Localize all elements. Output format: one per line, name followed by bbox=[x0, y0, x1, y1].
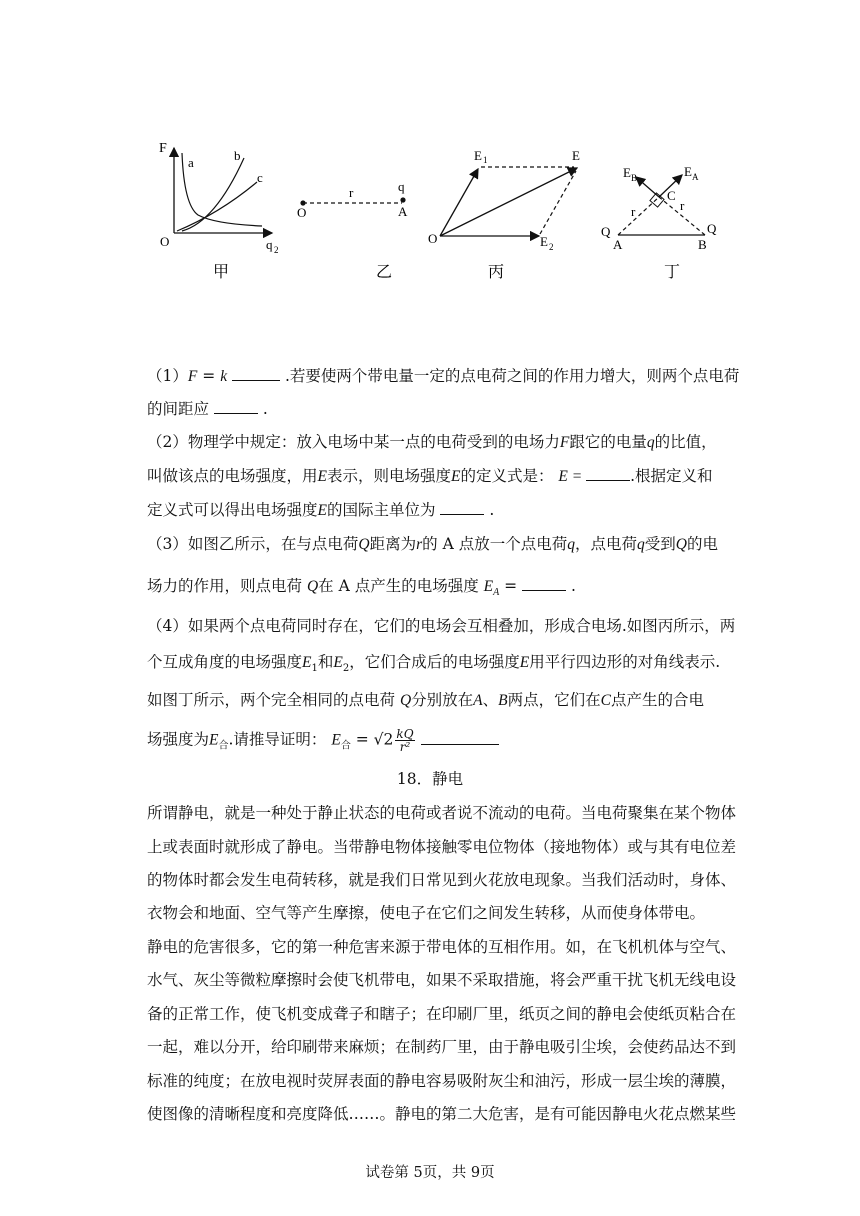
passage-line: 上或表面时就形成了静电。当带静电物体接触零电位物体（接地物体）或与其有电位差 bbox=[147, 838, 737, 856]
ea-label: E bbox=[684, 164, 692, 179]
figure-row bbox=[0, 0, 860, 300]
passage-line: 水气、灰尘等微粒摩擦时会使飞机带电，如果不采取措施，将会严重干扰飞机无线电设 bbox=[147, 971, 737, 989]
point-a bbox=[400, 197, 405, 202]
passage-line: 标准的纯度；在放电视时荧屏表面的静电容易吸附灰尘和油污，形成一层尘埃的薄膜， bbox=[147, 1072, 737, 1090]
curve-b-label: b bbox=[234, 148, 241, 163]
figure-jia bbox=[159, 141, 279, 281]
q4-line3: 如图丁所示，两个完全相同的点电荷 Q分别放在A、B两点，它们在C点产生的合电 bbox=[147, 691, 704, 709]
r2-label: r bbox=[680, 198, 685, 213]
curve-a bbox=[182, 153, 262, 226]
passage-line: 使图像的清晰程度和亮度降低……。静电的第二大危害，是有可能因静电火花点燃某些 bbox=[147, 1105, 737, 1123]
passage-line: 备的正常工作，使飞机变成聋子和瞎子；在印刷厂里，纸页之间的静电会使纸页粘合在 bbox=[147, 1005, 737, 1023]
charge-q1-label: Q bbox=[601, 224, 611, 239]
e1-label: E bbox=[474, 148, 482, 163]
q3-line2: 场力的作用，则点电荷 Q在 A 点产生的电场强度 $E_A$ = . bbox=[147, 577, 576, 599]
charge-label: q bbox=[398, 179, 405, 194]
q3-blank[interactable] bbox=[522, 576, 566, 591]
section-title: 18．静电 bbox=[396, 770, 464, 788]
eb-subscript: B bbox=[631, 173, 638, 183]
distance-label: r bbox=[349, 185, 354, 200]
e-label: E bbox=[572, 148, 580, 163]
point-o-label: O bbox=[297, 205, 307, 220]
vector-e bbox=[440, 168, 577, 236]
physics-figures bbox=[0, 0, 860, 300]
charge-q2-label: Q bbox=[707, 221, 717, 236]
q1-line1: （1）F = k .若要使两个带电量一定的点电荷之间的作用力增大，则两个点电荷 bbox=[147, 367, 740, 385]
point-a-label: A bbox=[613, 237, 623, 252]
q4-line1: （4）如果两个点电荷同时存在，它们的电场会互相叠加，形成合电场.如图丙所示，两 bbox=[147, 617, 736, 635]
q1-line2: 的间距应 . bbox=[147, 400, 268, 418]
caption-jia: 甲 bbox=[213, 264, 230, 281]
passage-line: 一起，难以分开，给印刷带来麻烦；在制药厂里，由于静电吸引尘埃，会使药品达不到 bbox=[147, 1038, 737, 1056]
axis-x-subscript: 2 bbox=[274, 245, 279, 255]
curve-c bbox=[177, 182, 257, 231]
formula-fraction: $\frac{kQ}{\text{r²}}$ bbox=[396, 727, 414, 754]
ea-subscript: A bbox=[692, 172, 699, 182]
caption-bing: 丙 bbox=[488, 264, 505, 281]
eb-label: E bbox=[623, 165, 631, 180]
passage-line: 所谓静电，就是一种处于静止状态的电荷或者说不流动的电荷。当电荷聚集在某个物体 bbox=[147, 804, 737, 822]
q4-line4: 场强度为$E_合$.请推导证明： $E_合 = √2$ $\frac{kQ}{\text{r²}}$ bbox=[147, 728, 499, 758]
q2-line1: （2）物理学中规定：放入电场中某一点的电荷受到的电场力F跟它的电量q的比值， bbox=[147, 433, 717, 451]
q4-line2: 个互成角度的电场强度$E_1$和$E_2$，它们合成后的电场强度E用平行四边形的对角线表示. bbox=[147, 653, 721, 675]
point-a-label: A bbox=[398, 204, 408, 219]
curve-c-label: c bbox=[257, 170, 263, 185]
q2-blank-1[interactable] bbox=[586, 466, 630, 481]
q3-line1: （3）如图乙所示，在与点电荷Q距离为r的 A 点放一个点电荷q，点电荷q受到Q的电 bbox=[147, 535, 718, 553]
e1-subscript: 1 bbox=[483, 155, 488, 165]
q2-blank-2[interactable] bbox=[440, 500, 484, 515]
r1-label: r bbox=[631, 204, 636, 219]
origin-label: O bbox=[160, 234, 170, 249]
point-b-label: B bbox=[698, 237, 707, 252]
figure-bing bbox=[428, 148, 580, 281]
q1-blank-2[interactable] bbox=[214, 399, 258, 414]
figure-ding bbox=[601, 164, 717, 281]
passage-line: 的物体时都会发生电荷转移，就是我们日常见到火花放电现象。当我们活动时，身体、 bbox=[147, 871, 737, 889]
passage-line: 衣物会和地面、空气等产生摩擦，使电子在它们之间发生转移，从而使身体带电。 bbox=[147, 904, 706, 922]
page-footer: 试卷第 5页，共 9页 bbox=[365, 1165, 495, 1181]
q2-line2: 叫做该点的电场强度，用E表示，则电场强度E的定义式是： E = .根据定义和 bbox=[147, 467, 713, 485]
e2-subscript: 2 bbox=[549, 242, 554, 252]
q1-blank-1[interactable] bbox=[232, 366, 280, 381]
curve-a-label: a bbox=[188, 155, 194, 170]
q2-line3: 定义式可以得出电场强度E的国际主单位为 . bbox=[147, 501, 495, 519]
figure-yi bbox=[297, 179, 408, 281]
caption-ding: 丁 bbox=[664, 264, 681, 281]
point-c-label: C bbox=[667, 188, 676, 203]
point-o-label: O bbox=[428, 231, 438, 246]
e2-label: E bbox=[540, 234, 548, 249]
caption-yi: 乙 bbox=[376, 264, 393, 281]
vector-eb bbox=[636, 177, 659, 197]
q4-blank[interactable] bbox=[421, 730, 499, 745]
passage-line: 静电的危害很多，它的第一种危害来源于带电体的互相作用。如，在飞机机体与空气、 bbox=[147, 938, 737, 956]
axis-x-label: q bbox=[266, 237, 273, 252]
axis-y-label: F bbox=[159, 141, 167, 156]
